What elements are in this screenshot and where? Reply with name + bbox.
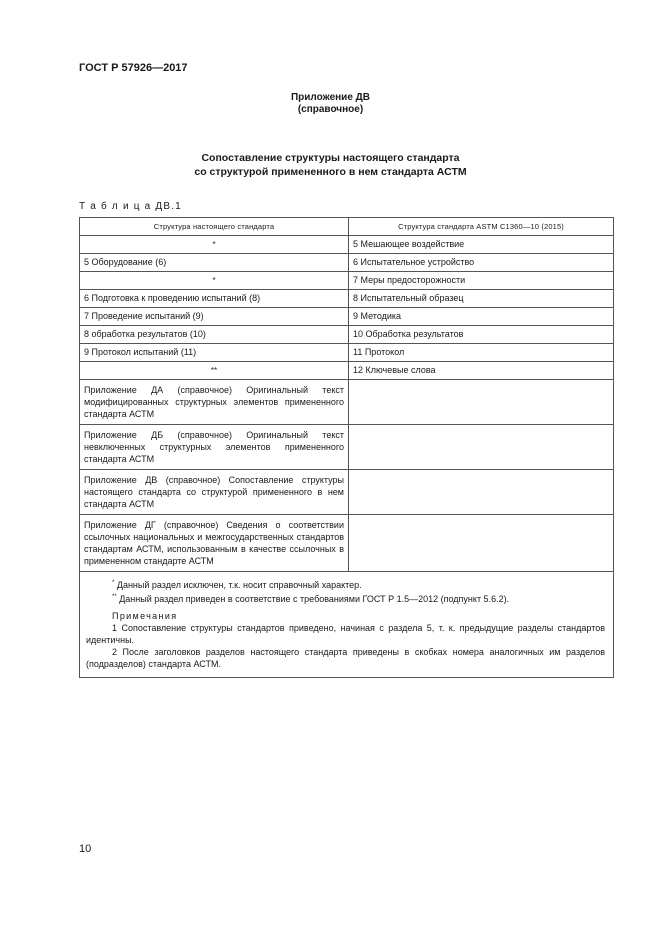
table-row-appendix (80, 425, 614, 470)
column-header-current-standard: Структура настоящего стандарта (80, 218, 349, 236)
table-cell-left: 9 Протокол испытаний (11) (80, 344, 349, 362)
empty-cell (349, 425, 614, 470)
table-cell-left: 5 Оборудование (6) (80, 254, 349, 272)
table-cell-left: 7 Проведение испытаний (9) (80, 308, 349, 326)
page-number: 10 (79, 843, 92, 855)
table-row (80, 344, 614, 362)
comparison-table (79, 217, 614, 678)
note-1: 1 Сопоставление структуры стандартов приведено, начиная с раздела 5, т. к. предыдущие разделы стандартов идентичны. (86, 623, 605, 645)
column-header-astm-standard: Структура стандарта ASTM C1360—10 (2015) (349, 218, 614, 236)
heading-line-1: Сопоставление структуры настоящего стандарта (201, 152, 460, 164)
table-cell-right: 8 Испытательный образец (349, 290, 614, 308)
empty-cell (349, 470, 614, 515)
table-cell-right: 7 Меры предосторожности (349, 272, 614, 290)
table-cell-right: 6 Испытательное устройство (349, 254, 614, 272)
empty-cell (349, 380, 614, 425)
table-header-row (80, 218, 614, 236)
table-cell-left: ** (80, 362, 349, 380)
appendix-dv-cell: Приложение ДВ (справочное) Сопоставление структуры настоящего стандарта со структурой примененного в нем стандарта АСТМ (80, 470, 349, 515)
footnote-mark: ** (112, 594, 117, 600)
table-row (80, 272, 614, 290)
heading-line-2: со структурой примененного в нем стандарта АСТМ (194, 166, 467, 178)
note-2: 2 После заголовков разделов настоящего стандарта приведены в скобках номера аналогичных им разделов (подразделов) стандарта АСТМ. (86, 647, 605, 669)
section-heading (0, 151, 661, 179)
table-cell-left: 6 Подготовка к проведению испытаний (8) (80, 290, 349, 308)
table-row (80, 326, 614, 344)
appendix-da-cell: Приложение ДА (справочное) Оригинальный текст модифицированных структурных элементов примененного стандарта АСТМ (80, 380, 349, 425)
table-cell-right: 5 Мешающее воздействие (349, 236, 614, 254)
table-label: Т а б л и ц а ДВ.1 (79, 201, 182, 212)
appendix-dg-cell: Приложение ДГ (справочное) Сведения о соответствии ссылочных национальных и межгосударственных стандартов стандартам АСТМ, использованным в качестве ссылочных в примененном стандарте АСТМ (80, 515, 349, 572)
empty-cell (349, 515, 614, 572)
table-cell-right: 10 Обработка результатов (349, 326, 614, 344)
footnote-mark: * (112, 580, 115, 586)
footnote-1 (86, 577, 605, 591)
footnote-2 (86, 591, 605, 605)
table-cell-right: 12 Ключевые слова (349, 362, 614, 380)
table-row-appendix (80, 515, 614, 572)
notes-title: Примечания (112, 611, 178, 621)
footnote-text: Данный раздел приведен в соответствие с требованиями ГОСТ Р 1.5—2012 (подпункт 5.6.2). (119, 594, 510, 604)
table-row-appendix (80, 380, 614, 425)
table-row (80, 290, 614, 308)
table-footnotes (80, 572, 614, 678)
table-cell-right: 9 Методика (349, 308, 614, 326)
table-cell-left: 8 обработка результатов (10) (80, 326, 349, 344)
appendix-db-cell: Приложение ДБ (справочное) Оригинальный текст невключенных структурных элементов примененного стандарта АСТМ (80, 425, 349, 470)
table-row (80, 254, 614, 272)
table-row (80, 362, 614, 380)
appendix-title: Приложение ДВ (290, 92, 371, 103)
table-footer-row (80, 572, 614, 678)
footnote-text: Данный раздел исключен, т.к. носит справочный характер. (116, 580, 362, 590)
table-row (80, 236, 614, 254)
table-row-appendix (80, 470, 614, 515)
appendix-kind: (справочное) (297, 104, 364, 115)
table-cell-left: * (80, 236, 349, 254)
table-row (80, 308, 614, 326)
table-cell-left: * (80, 272, 349, 290)
table-cell-right: 11 Протокол (349, 344, 614, 362)
appendix-caption (0, 92, 661, 116)
document-code: ГОСТ Р 57926—2017 (79, 62, 188, 74)
